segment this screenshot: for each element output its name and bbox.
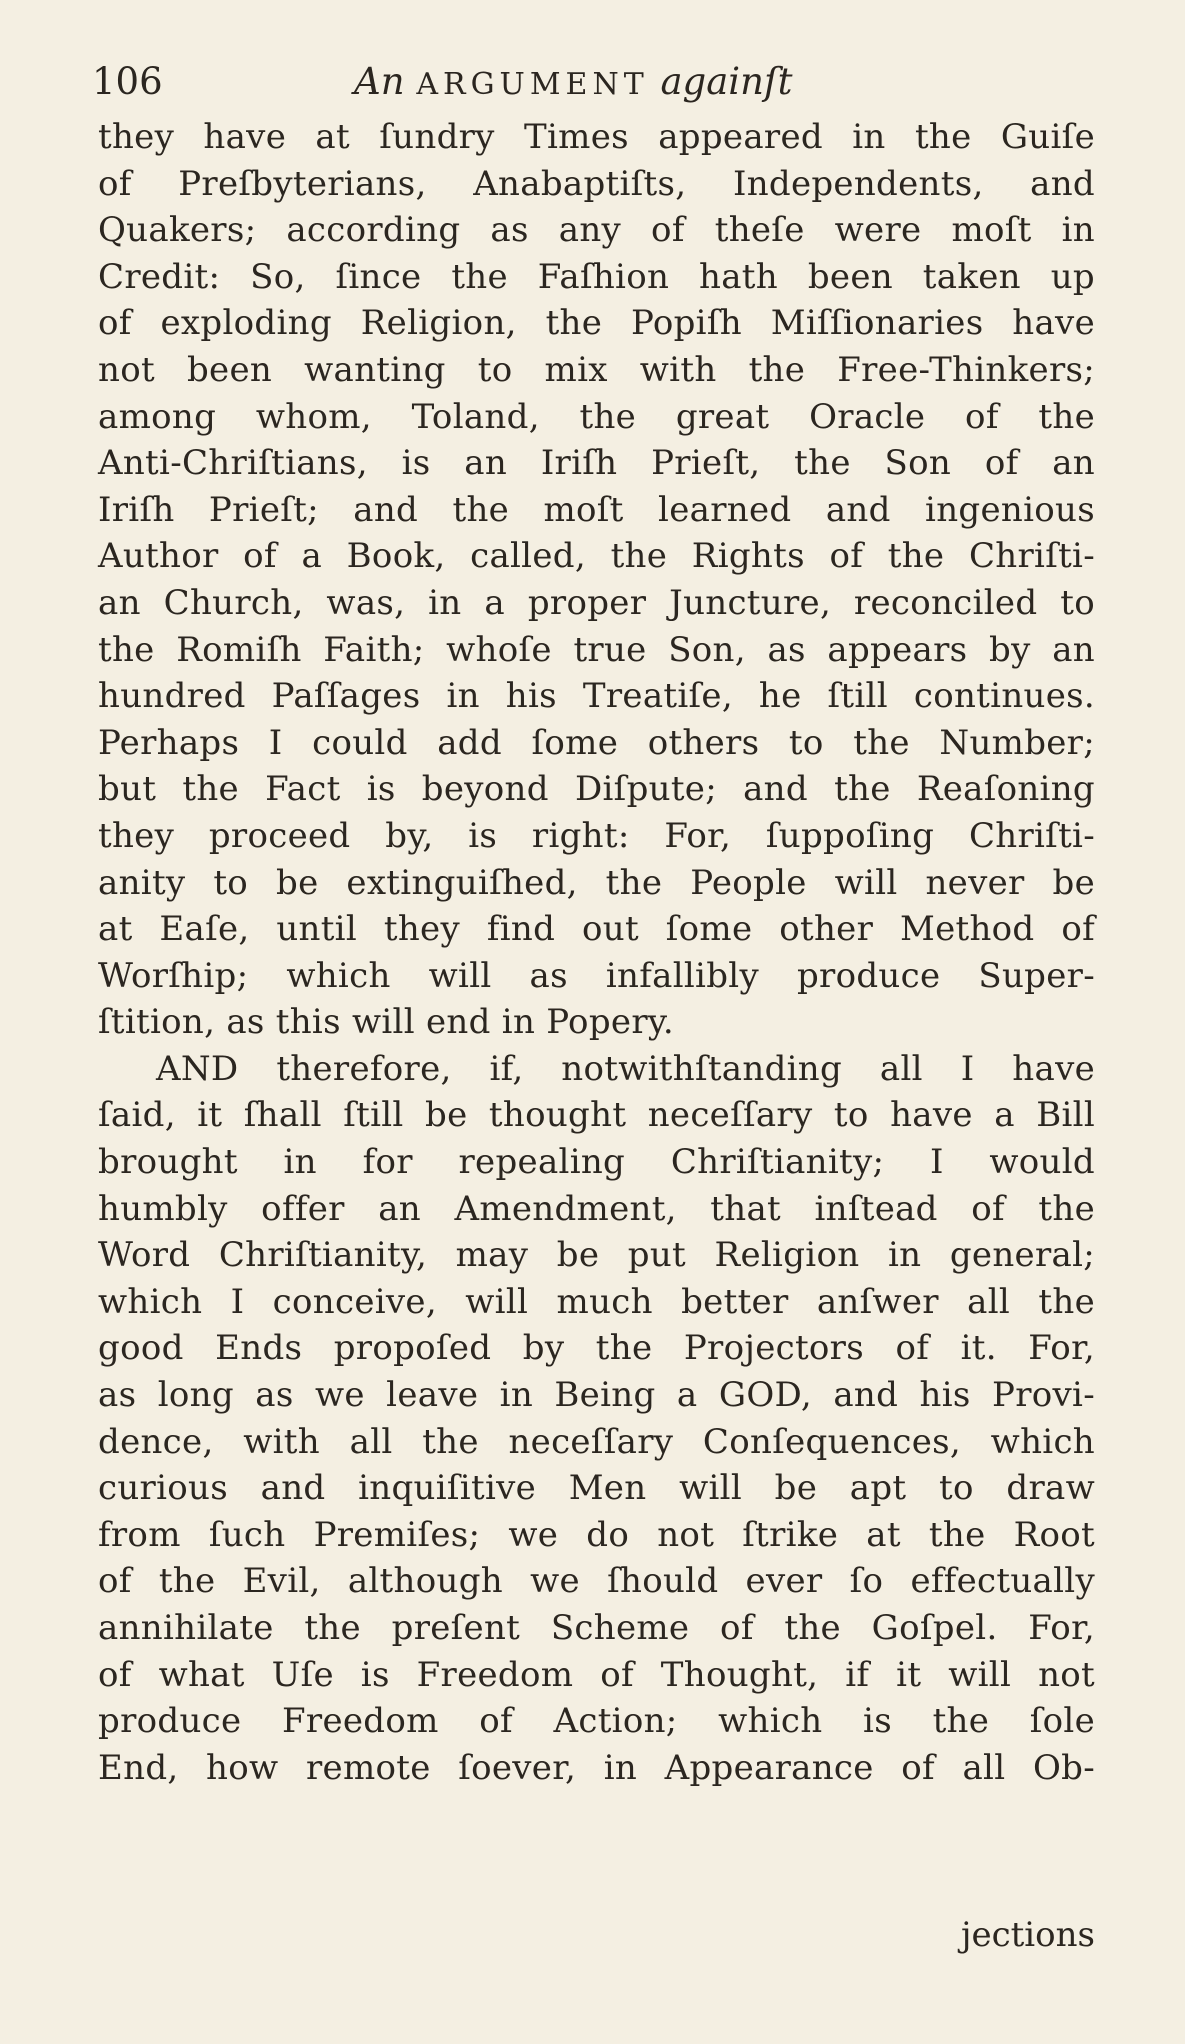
text-line: the Romiſh Faith; whoſe true Son, as appears by an <box>98 629 1095 670</box>
running-title <box>354 60 793 103</box>
running-header <box>92 52 1092 108</box>
text-line: ſtition, as this will end in Popery. <box>98 1002 674 1043</box>
text-line: they proceed by, is right: For, ſuppoſing Chriſti- <box>98 815 1095 856</box>
text-line: of what Uſe is Freedom of Thought, if it will not <box>98 1654 1095 1695</box>
text-line: Quakers; according as any of theſe were moſt in <box>98 210 1095 251</box>
body-text <box>98 114 1095 1791</box>
text-line: as long as we leave in Being a GOD, and his Provi- <box>98 1375 1095 1416</box>
catchword: jections <box>960 1915 1095 1955</box>
text-line: good Ends propoſed by the Projectors of it. For, <box>98 1328 1095 1369</box>
running-title-against: againſt <box>660 60 793 103</box>
text-line: anity to be extinguiſhed, the People will never be <box>98 862 1095 903</box>
text-line: among whom, Toland, the great Oracle of the <box>98 396 1095 437</box>
text-line: End, how remote ſoever, in Appearance of all Ob- <box>98 1747 1095 1788</box>
text-line: Word Chriſtianity, may be put Religion in general; <box>98 1235 1095 1276</box>
text-line: Author of a Book, called, the Rights of the Chriſti- <box>98 536 1095 577</box>
text-line: which I conceive, will much better anſwer all the <box>98 1281 1095 1322</box>
text-line: brought in for repealing Chriſtianity; I would <box>98 1142 1095 1183</box>
running-title-an: An <box>354 60 405 103</box>
text-line: dence, with all the neceſſary Conſequences, which <box>98 1421 1095 1462</box>
text-line: not been wanting to mix with the Free-Thinkers; <box>98 349 1095 390</box>
text-line: Credit: So, ſince the Faſhion hath been taken up <box>98 256 1095 297</box>
running-title-argument: ARGUMENT <box>416 67 649 102</box>
text-line: of Preſbyterians, Anabaptiſts, Independents, and <box>98 163 1095 204</box>
text-line: Iriſh Prieſt; and the moſt learned and ingenious <box>98 489 1095 530</box>
text-line: hundred Paſſages in his Treatiſe, he ſtill continues. <box>98 676 1095 717</box>
text-line: ſaid, it ſhall ſtill be thought neceſſary to have a Bill <box>98 1095 1095 1136</box>
text-line: an Church, was, in a proper Juncture, reconciled to <box>98 582 1095 623</box>
text-line: at Eaſe, until they find out ſome other Method of <box>98 909 1095 950</box>
text-line: Perhaps I could add ſome others to the Number; <box>98 722 1095 763</box>
page-number: 106 <box>92 60 163 103</box>
text-line: AND therefore, if, notwithſtanding all I have <box>156 1048 1095 1089</box>
text-line: of exploding Religion, the Popiſh Miſſionaries have <box>98 303 1095 344</box>
text-line: humbly offer an Amendment, that inſtead of the <box>98 1188 1095 1229</box>
text-line: from ſuch Premiſes; we do not ſtrike at the Root <box>98 1514 1095 1555</box>
text-line: curious and inquiſitive Men will be apt to draw <box>98 1468 1095 1509</box>
text-line: they have at ſundry Times appeared in the Guiſe <box>98 117 1095 157</box>
text-line: but the Fact is beyond Diſpute; and the Reaſoning <box>98 769 1095 810</box>
text-line: Worſhip; which will as infallibly produce Super- <box>98 955 1095 996</box>
text-line: Anti-Chriſtians, is an Iriſh Prieſt, the Son of an <box>98 443 1095 484</box>
text-line: annihilate the preſent Scheme of the Goſpel. For, <box>98 1608 1095 1648</box>
text-line: produce Freedom of Action; which is the ſole <box>98 1701 1095 1742</box>
text-line: of the Evil, although we ſhould ever ſo effectually <box>98 1561 1095 1602</box>
